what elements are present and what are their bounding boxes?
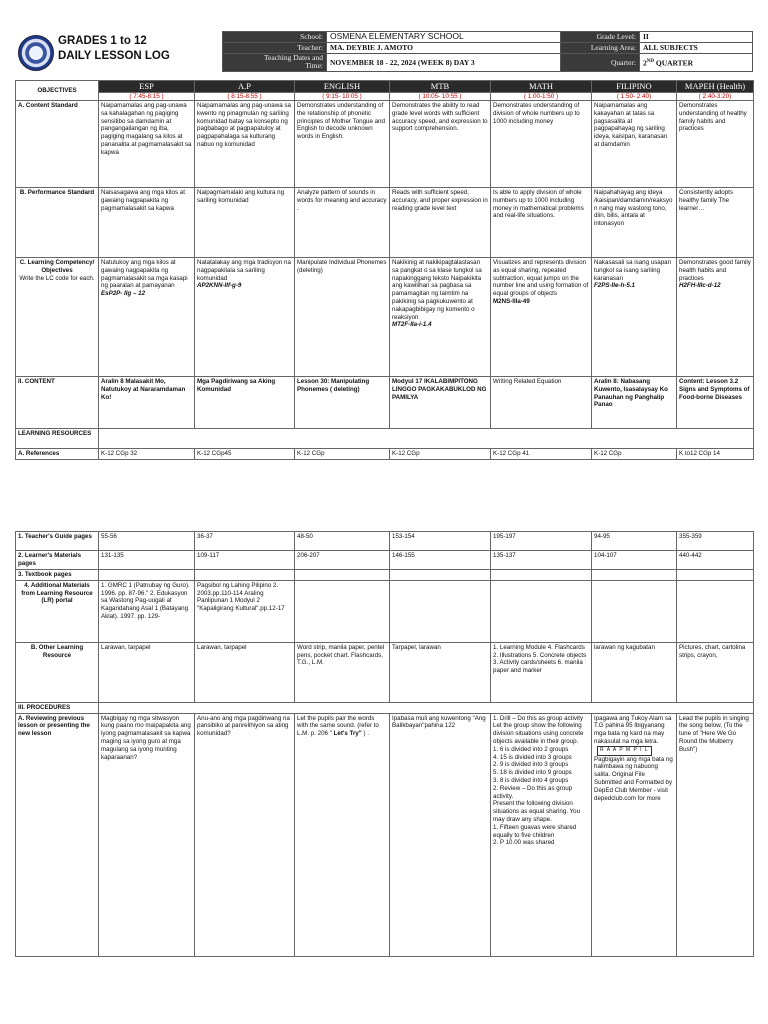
competency-mapeh-code: H2FH-IIIc-d-12 [679, 282, 721, 290]
textbook-pages-filipino [592, 570, 677, 581]
other-resources-row [16, 642, 754, 702]
reviewing-filipino [592, 713, 677, 956]
quarter-word: QUARTER [655, 58, 694, 68]
competency-filipino-code: F2PS-IIe-h-5.1 [594, 282, 635, 290]
additional-materials-mtb [390, 580, 491, 642]
quarter-label: Quarter: [561, 53, 640, 71]
competency-mtb-text: Nakikinig at nakikipagtalastasan sa pangkat o sa klase tungkol sa napakinggang teksto Naipakikita ang kawilihan sa pagbasa sa pamamagitan ng taimtim na pakikinig sa pagkukuwento at nakapagbibigay ng komento o reaksiyon [392, 259, 482, 321]
additional-materials-mapeh [677, 580, 754, 642]
tg-pages-english: 48-50 [295, 532, 390, 551]
competency-filipino-text: Nakasasali sa isang usapan tungkol sa isang sariling karanasan [594, 259, 672, 282]
reviewing-row [16, 713, 754, 956]
log-title-grades: GRADES 1 to 12 [58, 35, 147, 47]
teaching-dates-label-line2: Time: [305, 61, 323, 71]
math-line: 3. 8 is divided into 4 groups [493, 776, 569, 784]
competency-row [16, 258, 754, 377]
lm-pages-label: 2. Learner's Materials pages [16, 551, 99, 570]
performance-standard-filipino: Naipahahayag ang ideya /kaisipan/damdamin/reaksyon nang may wastong tono, diin, bilis, antala at intonasyon [592, 188, 677, 258]
time-math: ( 1:00-1:50 ) [491, 93, 592, 101]
subject-header-english: ENGLISH [295, 81, 390, 93]
reviewing-english-text: Let the pupils pair the words with the same sound. (refer to L.M. p. 206 " [297, 714, 379, 738]
tg-pages-label: 1. Teacher's Guide pages [16, 532, 99, 551]
other-resources-esp: Larawan, tarpapel [99, 642, 195, 702]
math-line: Present the following division situations as equal sharing. You may draw any shape. [493, 800, 581, 823]
lm-pages-row [16, 551, 754, 570]
lm-pages-mapeh: 440-442 [677, 551, 754, 570]
math-line: 2. P 10.00 was shared [493, 839, 555, 847]
textbook-pages-mapeh [677, 570, 754, 581]
math-line: 2. Review – Do this as group activity. [493, 784, 573, 800]
content-standard-ap: Naipamamalas ang pag-unawa sa kwento ng pinagmulan ng sariling komunidad batay sa konsepto ng pagbabago at pagpapatuloy at pagpapahalaga sa kulturang nabuo ng komunidad [195, 101, 295, 188]
reviewing-ap: Anu-ano ang mga pagdiriwang na pansibiko at panrelihiyon sa ating komunidad? [195, 713, 295, 956]
references-row [16, 449, 754, 460]
teaching-dates-value: NOVEMBER 18 - 22, 2024 (WEEK 8) DAY 3 [327, 53, 561, 71]
time-filipino: ( 1:50- 2:40) [592, 93, 677, 101]
math-line: 1. Drill – Do this as group activity [493, 714, 584, 722]
lesson-log-table-page2 [15, 531, 754, 957]
tg-pages-esp: 55-56 [99, 532, 195, 551]
references-mtb: K-12 CGp [390, 449, 491, 460]
other-resources-label: B. Other Learning Resource [16, 642, 99, 702]
teaching-dates-label-line1: Teaching Dates and [263, 53, 323, 63]
textbook-pages-ap [195, 570, 295, 581]
competency-filipino [592, 258, 677, 377]
subject-header-esp: ESP [99, 81, 195, 93]
tg-pages-math: 195-197 [491, 532, 592, 551]
performance-standard-math: Is able to apply division of whole numbers up to 1000 including money in mathematical problems and real-life situations. [491, 188, 592, 258]
subject-header-mtb: MTB [390, 81, 491, 93]
school-info-table [222, 31, 753, 72]
math-line: 1. 6 is divided into 2 groups [493, 745, 569, 753]
references-esp: K-12 CGp 32 [99, 449, 195, 460]
math-line: 5. 18 is divided into 9 groups [493, 769, 572, 777]
quarter-number: 2 [643, 58, 647, 68]
content-standard-row [16, 101, 754, 188]
school-label: School: [223, 32, 327, 43]
performance-standard-mapeh: Consistently adopts healthy family The learner… [677, 188, 754, 258]
references-english: K-12 CGp [295, 449, 390, 460]
subject-header-mapeh: MAPEH (Health) [677, 81, 754, 93]
reviewing-mapeh: Lead the pupils in singing the song below, (To the tune of "Here We Go Round the Mulberry Bush") [677, 713, 754, 956]
textbook-pages-mtb [390, 570, 491, 581]
learning-resources-label: LEARNING RESOURCES [16, 429, 99, 449]
reviewing-english-lets-try: Let's Try" [331, 730, 362, 738]
content-ap: Mga Pagdiriwang sa Aking Komunidad [195, 377, 295, 429]
content-standard-mtb: Demonstrates the ability to read grade level words with sufficient accuracy speed, and expression to support comprehension. [390, 101, 491, 188]
reviewing-label: A. Reviewing previous lesson or presenting the new lesson [16, 713, 99, 956]
references-ap: K-12 CGp45 [195, 449, 295, 460]
competency-english [295, 258, 390, 377]
textbook-pages-row [16, 570, 754, 581]
learning-area-value: ALL SUBJECTS [640, 42, 753, 53]
time-mtb: ( 10:05- 10:55 ) [390, 93, 491, 101]
reviewing-filipino-text: Ipagawa ang Tukoy Alam sa T.G pahina 95 Ibigyanang mga bata ng kard na may nakasulat na mga letra. [594, 714, 672, 745]
competency-mtb-code: MT2F-IIa-i-1.4 [392, 321, 432, 329]
time-esp: ( 7:45-8:15 ) [99, 93, 195, 101]
competency-mapeh [677, 258, 754, 377]
competency-esp [99, 258, 195, 377]
competency-esp-text: Natutukoy ang mga kilos at gawaing nagpapakita ng pagmamalasakit sa mga kasapi ng paaralan at pamayanan [101, 259, 188, 290]
learning-area-label: Learning Area: [561, 42, 640, 53]
performance-standard-label: B. Performance Standard [16, 188, 99, 258]
content-esp: Aralin 8 Malasakit Mo, Natutukoy at Nararamdaman Ko! [99, 377, 195, 429]
quarter-value [640, 53, 753, 71]
content-standard-label: A. Content Standard [16, 101, 99, 188]
procedures-blank [99, 702, 754, 713]
log-title-dll: DAILY LESSON LOG [58, 50, 170, 62]
time-ap: ( 8:15-8:55 ) [195, 93, 295, 101]
content-filipino: Aralin 8: Nabasang Kuwento, Isasalaysay Ko Panauhan ng Panghalip Panao [592, 377, 677, 429]
lm-pages-ap: 109-117 [195, 551, 295, 570]
math-line: 2. 9 is divided into 3 groups [493, 761, 569, 769]
other-resources-filipino: larawan ng kagubatan [592, 642, 677, 702]
content-standard-english: Demonstrates understanding of the relationship of phonetic principles of Mother Tongue and English to decode unknown words in English. [295, 101, 390, 188]
deped-seal-icon [18, 35, 54, 71]
time-english: ( 9:15- 10:05 ) [295, 93, 390, 101]
competency-mapeh-text: Demonstrates good family health habits and practices [679, 259, 751, 282]
competency-label: C. Learning Competency/ Objectives [19, 259, 95, 274]
lm-pages-math: 135-137 [491, 551, 592, 570]
subject-header-ap: A.P [195, 81, 295, 93]
competency-math-text: Visualizes and represents division as equal sharing, repeated subtraction, equal jumps on the number line and using formation of equal groups of objects [493, 259, 589, 298]
procedures-row [16, 702, 754, 713]
reviewing-mtb: Ipabasa muli ang kuwentong "Ang Balikbayan"pahina 122 [390, 713, 491, 956]
textbook-pages-label: 3. Textbook pages [16, 570, 99, 581]
competency-math-code: M2NS-IIIa-49 [493, 297, 530, 305]
performance-standard-row [16, 188, 754, 258]
learning-resources-blank [99, 429, 754, 449]
lm-pages-english: 206-207 [295, 551, 390, 570]
reviewing-english-end: ) . [361, 730, 369, 738]
other-resources-ap: Larawan, tarpapel [195, 642, 295, 702]
competency-ap-text: Natatalakay ang mga tradisyon na nagpapakilala sa sariling komunidad [197, 259, 291, 282]
additional-materials-ap: Pagsibol ng Lahing Pilipino 2. 2003.pp.110-114 Araling Panlipunan 1 Modyul 2 "Kapaligirang Kultural".pp.12-17 [195, 580, 295, 642]
performance-standard-ap: Naipagmamalaki ang kultura ng sariling komunidad [195, 188, 295, 258]
textbook-pages-english [295, 570, 390, 581]
additional-materials-math [491, 580, 592, 642]
references-mapeh: K to12 CGp 14 [677, 449, 754, 460]
reviewing-filipino-more: Pagbigayin ang mga bata ng halimbawa ng nabuong salita. Original File Submitted and Formatted by DepEd Club Member - visit depedclub.com for more [594, 755, 673, 802]
competency-english-text: Manipulate Individual Phonemes (deleting) [297, 259, 387, 274]
references-filipino: K-12 CGp [592, 449, 677, 460]
competency-ap-code: AP2KNN-IIf-g-9 [197, 282, 242, 290]
lm-pages-esp: 131-135 [99, 551, 195, 570]
learning-resources-row [16, 429, 754, 449]
tg-pages-row [16, 532, 754, 551]
lm-pages-mtb: 146-155 [390, 551, 491, 570]
additional-materials-row [16, 580, 754, 642]
content-mtb: Modyul 17 IKALABIMPITONG LINGGO PAGKAKABUKLOD NG PAMILYA [390, 377, 491, 429]
lesson-log-table-page1 [15, 80, 754, 460]
performance-standard-esp: Naisasagawa ang mga kilos at gawaing nagpapakita ng pagmamalasakit sa kapwa [99, 188, 195, 258]
grade-level-label: Grade Level: [561, 32, 640, 43]
competency-esp-code: EsP2P- IIg – 12 [101, 290, 146, 298]
other-resources-math: 1. Learning Module 4. Flashcards 2. Illustrations 5. Concrete objects 3. Activity cards/sheets 6. manila paper and marker [491, 642, 592, 702]
teaching-dates-label [223, 53, 327, 71]
competency-label-cell [16, 258, 99, 377]
lm-pages-filipino: 104-107 [592, 551, 677, 570]
competency-math [491, 258, 592, 377]
teacher-value: MA. DEYBIE J. AMOTO [327, 42, 561, 53]
reviewing-math [491, 713, 592, 956]
grade-level-value: II [640, 32, 753, 43]
tg-pages-ap: 36-37 [195, 532, 295, 551]
subject-header-filipino: FILIPINO [592, 81, 677, 93]
content-mapeh: Content: Lesson 3.2 Signs and Symptoms of Food-borne Diseases [677, 377, 754, 429]
other-resources-english: Word strip, manila paper, pentel pens, pocket chart. Flashcards, T.G., L.M. [295, 642, 390, 702]
procedures-label: III. PROCEDURES [16, 702, 99, 713]
other-resources-mapeh: Pictures, chart, cartolina strips, crayon, [677, 642, 754, 702]
additional-materials-label: 4. Additional Materials from Learning Resource (LR) portal [16, 580, 99, 642]
teacher-label: Teacher: [223, 42, 327, 53]
school-value: OSMENA ELEMENTARY SCHOOL [327, 32, 561, 43]
math-line: 1. Fifteen guavas were shared equally to five children [493, 823, 577, 839]
content-standard-math: Demonstrates understanding of division of whole numbers up to 1000 including money [491, 101, 592, 188]
content-standard-mapeh: Demonstrates understanding of healthy family habits and practices [677, 101, 754, 188]
math-line: 4. 15 is divided into 3 groups [493, 753, 572, 761]
other-resources-mtb: Tarpapel, larawan [390, 642, 491, 702]
references-label: A. References [16, 449, 99, 460]
additional-materials-filipino [592, 580, 677, 642]
tg-pages-mapeh: 355-359 [677, 532, 754, 551]
quarter-suffix: ND [646, 59, 654, 65]
additional-materials-esp: 1. GMRC 1 (Patnubay ng Guro). 1996. pp. 87-96." 2. Edukasyon sa Wastong Pag-uugali at Kagandahang Asal 1 (Batayang Aklat). 1997. pp. 129- [99, 580, 195, 642]
letter-cards: R A A P M P I L [597, 746, 652, 756]
time-mapeh: ( 2:40-3:20) [677, 93, 754, 101]
references-math: K-12 CGp 41 [491, 449, 592, 460]
tg-pages-mtb: 153-154 [390, 532, 491, 551]
reviewing-english [295, 713, 390, 956]
performance-standard-mtb: Reads with sufficient speed, accuracy, and proper expression in reading grade level text [390, 188, 491, 258]
tg-pages-filipino: 94-95 [592, 532, 677, 551]
textbook-pages-math [491, 570, 592, 581]
performance-standard-english: Analyze pattern of sounds in words for meaning and accuracy . [295, 188, 390, 258]
additional-materials-english [295, 580, 390, 642]
math-line: Let the group show the following division situations using concrete objects available in their group. [493, 722, 584, 745]
objectives-header: OBJECTIVES [16, 81, 99, 101]
textbook-pages-esp [99, 570, 195, 581]
competency-mtb [390, 258, 491, 377]
content-label: II. CONTENT [16, 377, 99, 429]
content-math: Writing Related Equation [491, 377, 592, 429]
lesson-log-header [15, 31, 753, 72]
content-row [16, 377, 754, 429]
reviewing-esp: Magbigay ng mga sitwasyon kung paano mo maipapakita ang iyong pagmamalasakit sa kapwa maging sa iyong guro at mga magulang sa iyong munting kaparaanan? [99, 713, 195, 956]
competency-note: Write the LC code for each. [19, 274, 95, 282]
content-standard-esp: Naipamamalas ang pag-unawa sa kahalagahan ng pagiging sensitibo sa damdamin at pangangailangan ng iba, pagiging magalang sa kilos at pananalita at pagmamalasakit sa kapwa [99, 101, 195, 188]
content-english: Lesson 30: Manipulating Phonemes ( deleting) [295, 377, 390, 429]
content-standard-filipino: Naipamamalas ang kakayahan at tatas sa pagsasalita at pagpapahayag ng sariling ideya, kaisipan, karanasan at damdamin [592, 101, 677, 188]
subject-header-math: MATH [491, 81, 592, 93]
competency-ap [195, 258, 295, 377]
